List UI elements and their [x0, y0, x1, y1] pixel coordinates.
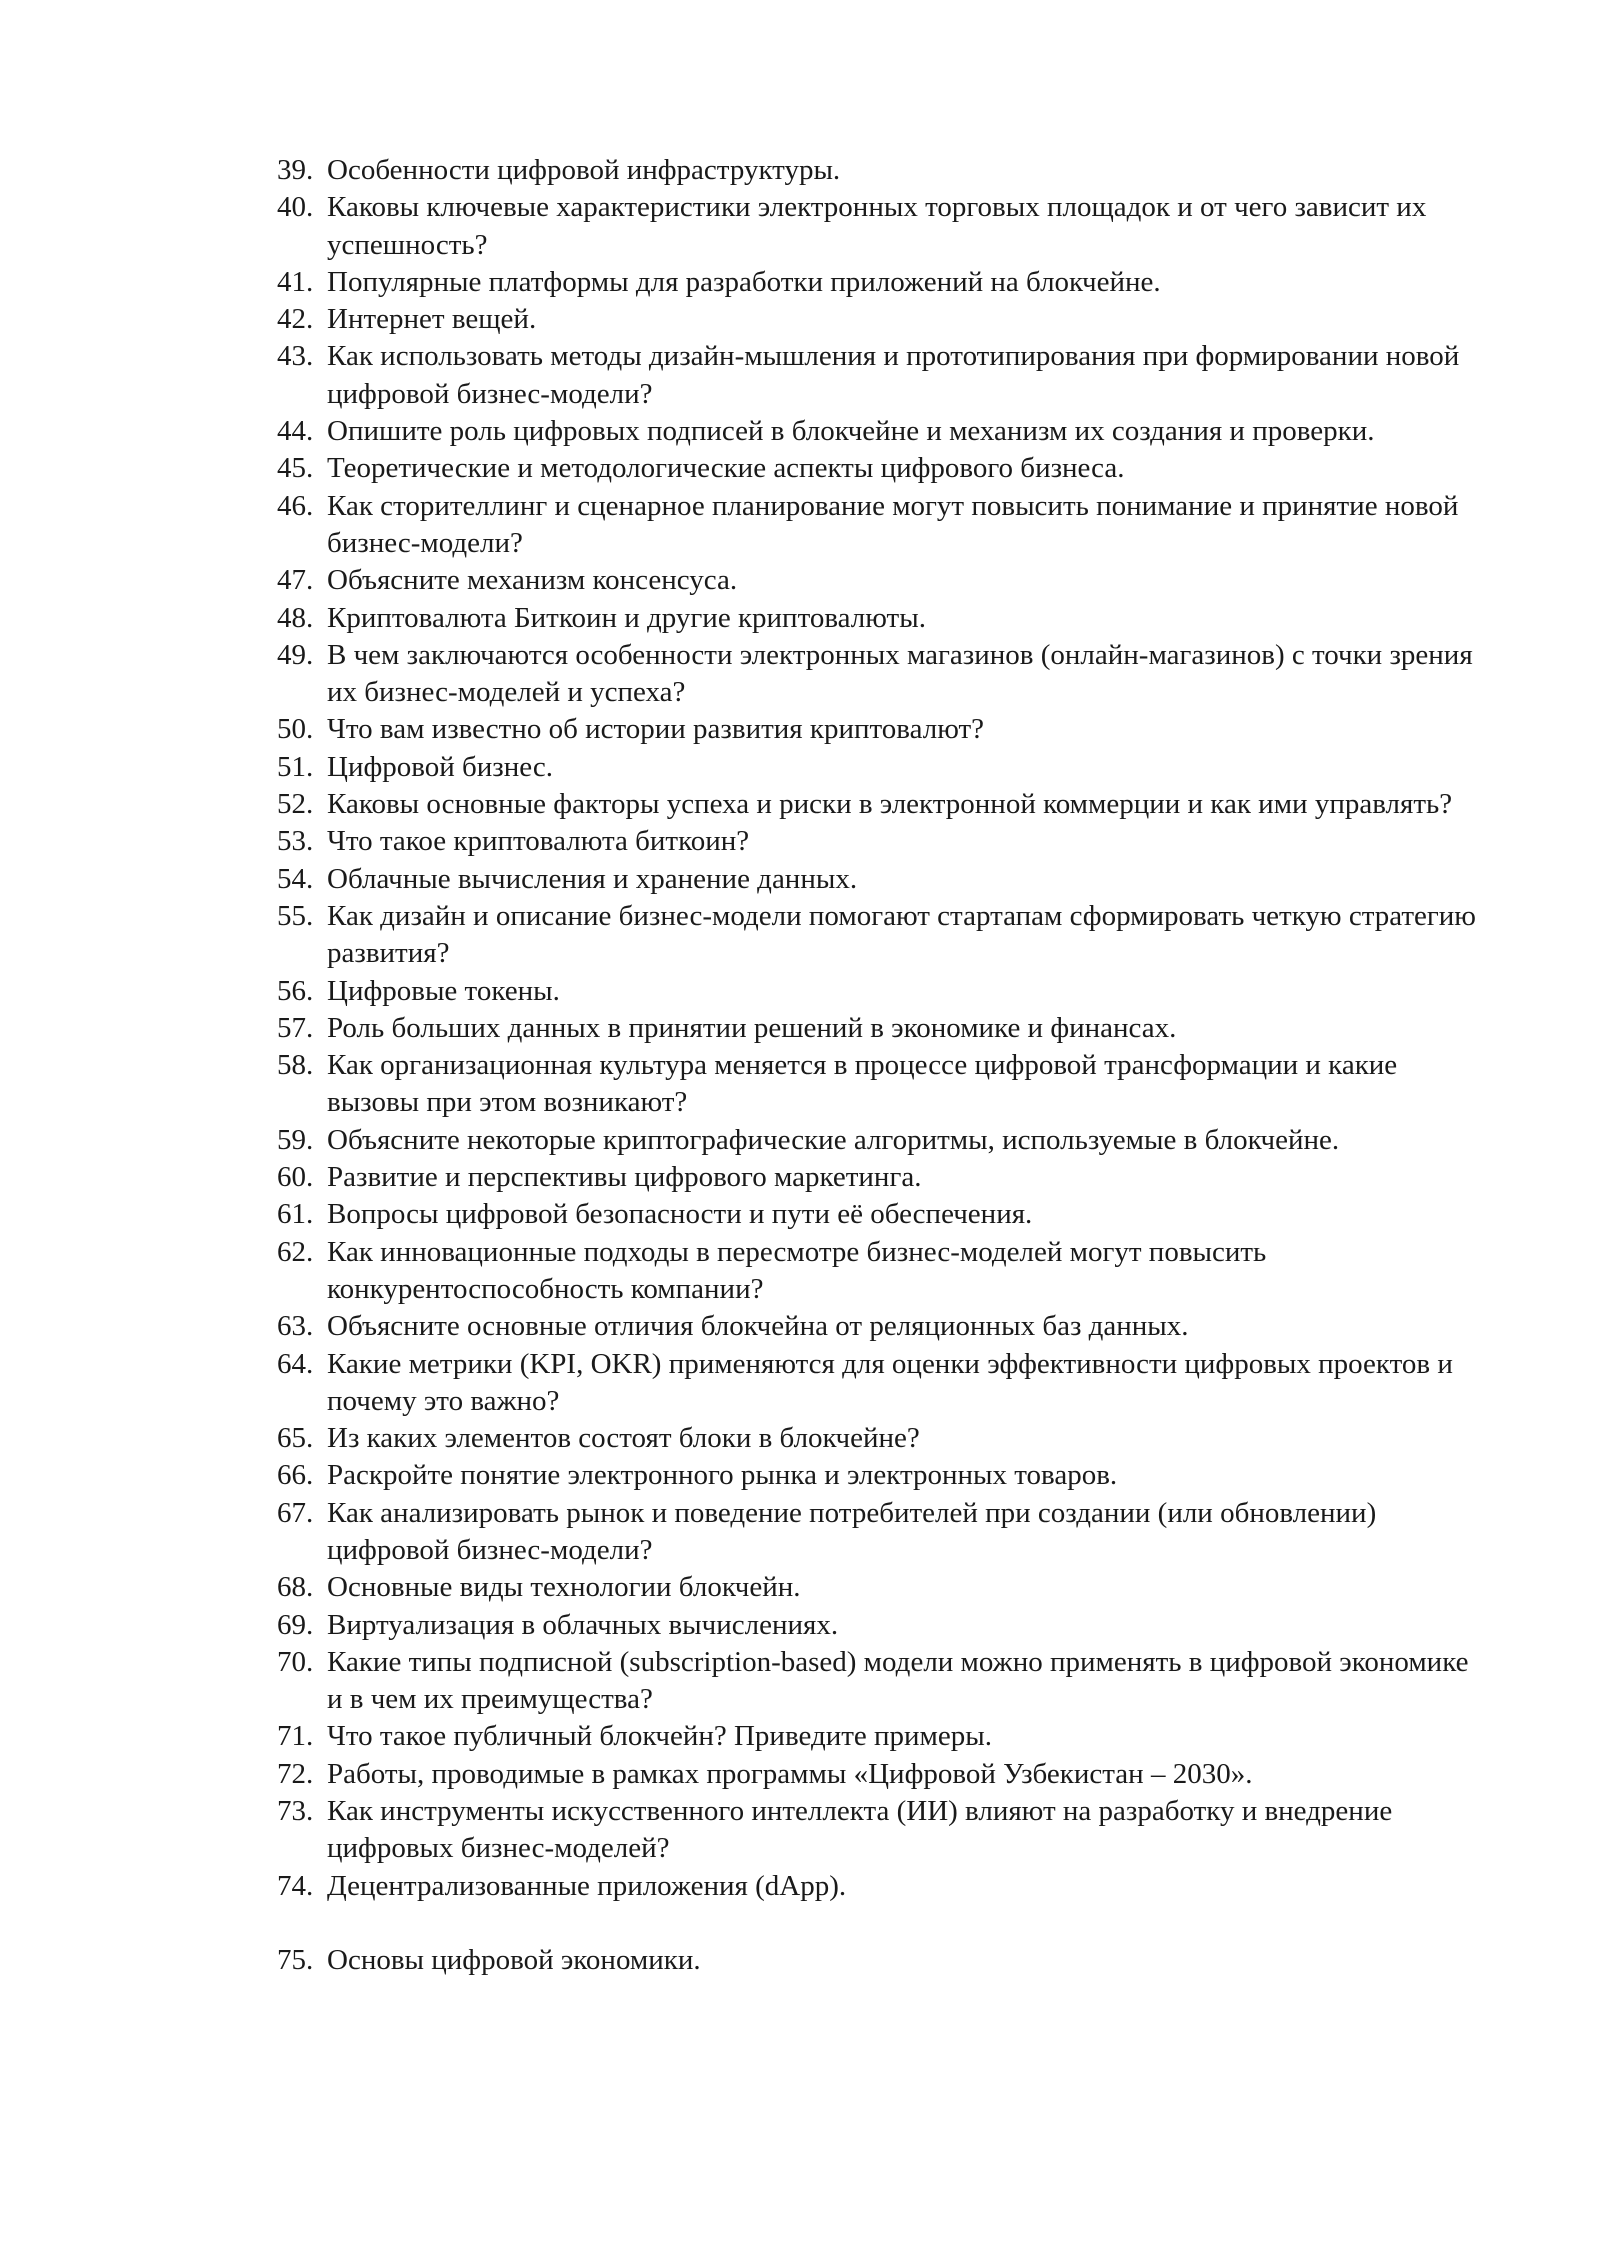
- question-text: Основные виды технологии блокчейн.: [327, 1571, 801, 1604]
- question-item: [277, 413, 1477, 450]
- question-text: Работы, проводимые в рамках программы «Цифровой Узбекистан – 2030».: [327, 1757, 1253, 1790]
- question-text: Как организационная культура меняется в процессе цифровой трансформации и какие вызовы при этом возникают?: [327, 1049, 1398, 1119]
- question-item: [277, 488, 1477, 563]
- question-number: 57.: [277, 1011, 314, 1044]
- question-text: Объясните некоторые криптографические алгоритмы, используемые в блокчейне.: [327, 1123, 1340, 1156]
- question-text: Как инструменты искусственного интеллекта (ИИ) влияют на разработку и внедрение цифровых бизнес-моделей?: [327, 1795, 1393, 1865]
- question-item: [277, 1942, 1477, 1979]
- question-number: 53.: [277, 825, 314, 858]
- question-number: 39.: [277, 154, 314, 186]
- question-item: [277, 1308, 1477, 1345]
- question-number: 59.: [277, 1123, 314, 1156]
- question-text: Объясните основные отличия блокчейна от реляционных баз данных.: [327, 1310, 1189, 1343]
- question-text: Интернет вещей.: [327, 303, 537, 336]
- question-number: 58.: [277, 1049, 314, 1082]
- question-number: 48.: [277, 601, 314, 634]
- question-item: [277, 1644, 1477, 1719]
- question-item: [277, 264, 1477, 301]
- question-item: [277, 1010, 1477, 1047]
- question-item: [277, 301, 1477, 338]
- question-item: [277, 189, 1477, 264]
- question-text: Раскройте понятие электронного рынка и электронных товаров.: [327, 1459, 1118, 1492]
- question-text: В чем заключаются особенности электронных магазинов (онлайн-магазинов) с точки зрения их бизнес-моделей и успеха?: [327, 638, 1473, 709]
- question-text: Объясните механизм консенсуса.: [327, 564, 738, 597]
- question-text: Как использовать методы дизайн-мышления и прототипирования при формировании новой цифровой бизнес-модели?: [327, 340, 1460, 410]
- question-text: Каковы ключевые характеристики электронных торговых площадок и от чего зависит их успешность?: [327, 191, 1427, 261]
- question-number: 50.: [277, 713, 314, 746]
- question-number: 74.: [277, 1869, 314, 1902]
- question-item: [277, 1868, 1477, 1905]
- question-number: 54.: [277, 862, 314, 895]
- question-item: [277, 1234, 1477, 1309]
- question-text: Децентрализованные приложения (dApp).: [327, 1869, 847, 1902]
- question-item: [277, 1607, 1477, 1644]
- question-text: Развитие и перспективы цифрового маркетинга.: [327, 1161, 922, 1194]
- question-text: Какие типы подписной (subscription-based) модели можно применять в цифровой экономике и в чем их преимущества?: [327, 1645, 1469, 1716]
- question-number: 60.: [277, 1161, 314, 1194]
- question-item: [277, 1047, 1477, 1122]
- question-number: 61.: [277, 1198, 314, 1231]
- question-text: Что вам известно об истории развития криптовалют?: [327, 713, 985, 746]
- question-number: 49.: [277, 638, 314, 671]
- question-number: 66.: [277, 1459, 314, 1492]
- question-number: 75.: [277, 1943, 314, 1976]
- question-number: 67.: [277, 1496, 314, 1529]
- question-text: Виртуализация в облачных вычислениях.: [327, 1608, 839, 1641]
- question-number: 51.: [277, 750, 314, 783]
- question-item: [277, 861, 1477, 898]
- question-number: 40.: [277, 191, 314, 224]
- question-number: 64.: [277, 1347, 314, 1380]
- question-number: 46.: [277, 489, 314, 522]
- question-number: 41.: [277, 265, 314, 298]
- question-text: Как инновационные подходы в пересмотре бизнес-моделей могут повысить конкурентоспособность компании?: [327, 1235, 1267, 1305]
- question-item: [277, 1457, 1477, 1494]
- question-text: Роль больших данных в принятии решений в экономике и финансах.: [327, 1011, 1177, 1044]
- question-text: Опишите роль цифровых подписей в блокчейне и механизм их создания и проверки.: [327, 415, 1375, 448]
- question-text: Что такое криптовалюта биткоин?: [327, 825, 750, 858]
- question-text: Цифровой бизнес.: [327, 750, 553, 783]
- question-number: 45.: [277, 452, 314, 485]
- question-item: [277, 786, 1477, 823]
- question-number: 44.: [277, 415, 314, 448]
- question-number: 69.: [277, 1608, 314, 1641]
- question-text: Вопросы цифровой безопасности и пути её обеспечения.: [327, 1198, 1033, 1231]
- question-item: [277, 1159, 1477, 1196]
- question-number: 71.: [277, 1720, 314, 1753]
- question-text: Популярные платформы для разработки приложений на блокчейне.: [327, 265, 1161, 298]
- question-item: [277, 1569, 1477, 1606]
- question-number: 55.: [277, 899, 314, 932]
- question-number: 72.: [277, 1757, 314, 1790]
- question-text: Как сторителлинг и сценарное планирование могут повысить понимание и принятие новой бизнес-модели?: [327, 489, 1459, 559]
- question-text: Что такое публичный блокчейн? Приведите примеры.: [327, 1720, 993, 1753]
- question-item: [277, 562, 1477, 599]
- question-number: 47.: [277, 564, 314, 597]
- question-text: Особенности цифровой инфраструктуры.: [327, 154, 841, 186]
- question-text: Криптовалюта Биткоин и другие криптовалюты.: [327, 601, 926, 634]
- question-item: [277, 898, 1477, 973]
- question-number: 43.: [277, 340, 314, 373]
- question-text: Теоретические и методологические аспекты цифрового бизнеса.: [327, 452, 1125, 485]
- question-number: 52.: [277, 788, 314, 821]
- question-text: Основы цифровой экономики.: [327, 1943, 701, 1976]
- question-item: [277, 1718, 1477, 1755]
- question-item: [277, 450, 1477, 487]
- question-item: [277, 338, 1477, 413]
- question-number: 62.: [277, 1235, 314, 1268]
- question-text: Как дизайн и описание бизнес-модели помогают стартапам сформировать четкую стратегию развития?: [327, 899, 1476, 970]
- question-number: 73.: [277, 1795, 314, 1828]
- question-item: [277, 1196, 1477, 1233]
- question-item: [277, 1793, 1477, 1868]
- question-item: [277, 1420, 1477, 1457]
- question-item: [277, 823, 1477, 860]
- question-number: 70.: [277, 1645, 314, 1678]
- question-item: [277, 1756, 1477, 1793]
- question-text: Как анализировать рынок и поведение потребителей при создании (или обновлении) цифровой бизнес-модели?: [327, 1496, 1377, 1566]
- question-item: [277, 1122, 1477, 1159]
- question-item: [277, 152, 1477, 189]
- question-item: [277, 973, 1477, 1010]
- question-item: [277, 1346, 1477, 1421]
- question-number: 68.: [277, 1571, 314, 1604]
- question-text: Каковы основные факторы успеха и риски в электронной коммерции и как ими управлять?: [327, 788, 1453, 821]
- question-item: [277, 1495, 1477, 1570]
- question-text: Какие метрики (KPI, OKR) применяются для оценки эффективности цифровых проектов и почему это важно?: [327, 1347, 1453, 1417]
- question-item: [277, 600, 1477, 637]
- question-number: 42.: [277, 303, 314, 336]
- question-item: [277, 637, 1477, 712]
- question-number: 63.: [277, 1310, 314, 1343]
- question-item: [277, 749, 1477, 786]
- question-number: 56.: [277, 974, 314, 1007]
- question-number: 65.: [277, 1422, 314, 1455]
- question-text: Цифровые токены.: [327, 974, 560, 1007]
- question-item: [277, 711, 1477, 748]
- question-list: [277, 152, 1477, 1979]
- question-text: Облачные вычисления и хранение данных.: [327, 862, 858, 895]
- question-text: Из каких элементов состоят блоки в блокчейне?: [327, 1422, 920, 1455]
